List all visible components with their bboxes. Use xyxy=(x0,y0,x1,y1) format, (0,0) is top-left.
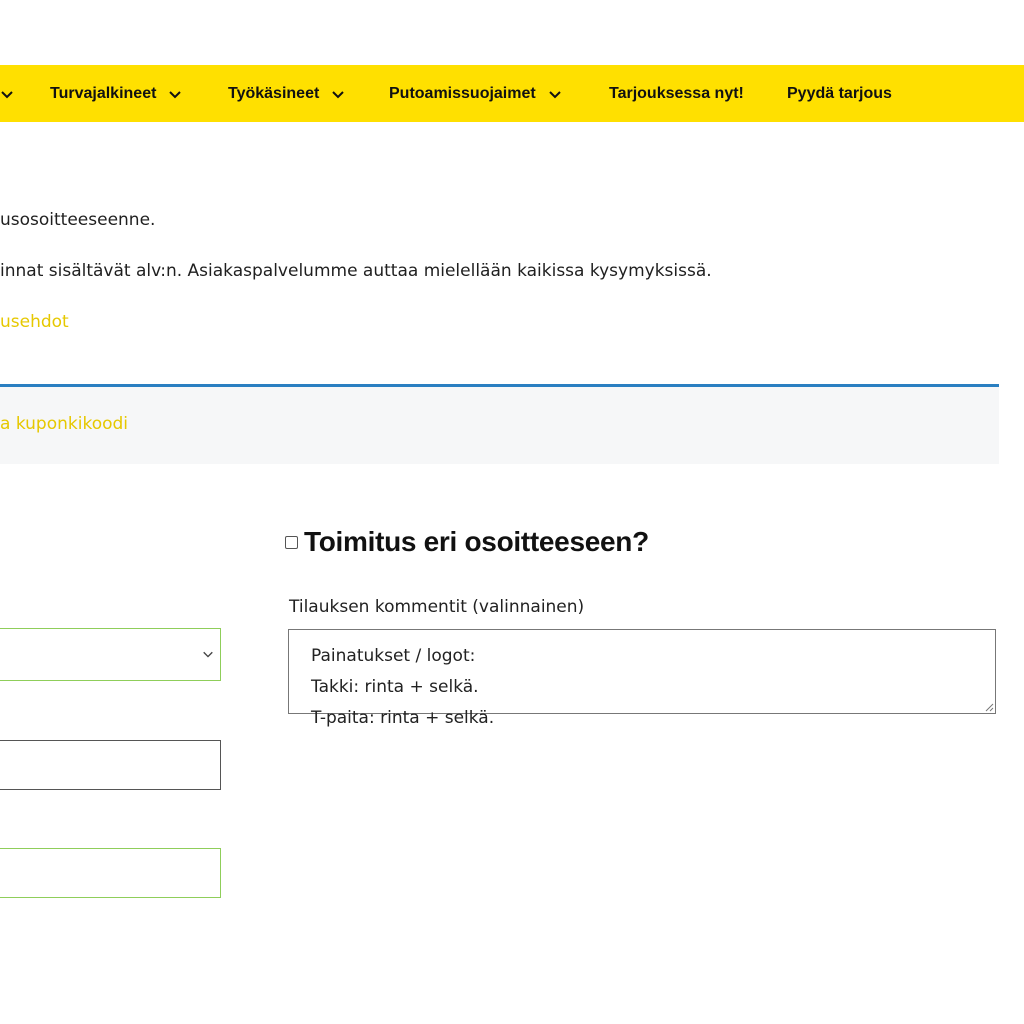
ship-different-address xyxy=(285,526,649,558)
nav-item-label: Turvajalkineet xyxy=(50,84,157,102)
nav-item-label: Putoamissuojaimet xyxy=(389,84,536,102)
nav-item-putoamissuojaimet[interactable] xyxy=(389,65,562,122)
nav-item-label: Tarjouksessa nyt! xyxy=(609,84,744,102)
terms-link[interactable]: usehdot xyxy=(0,312,69,332)
comment-line: T-paita: rinta + selkä. xyxy=(311,708,495,728)
chevron-down-icon xyxy=(0,87,14,101)
chevron-down-icon xyxy=(331,87,345,101)
address-field[interactable] xyxy=(0,740,221,790)
chevron-down-icon xyxy=(168,87,182,101)
nav-item-label: Pyydä tarjous xyxy=(787,84,892,102)
nav-item-label: Työkäsineet xyxy=(228,84,320,102)
info-text-line-1: usosoitteeseenne. xyxy=(0,210,156,230)
country-select[interactable] xyxy=(0,628,221,681)
info-text-line-2: innat sisältävät alv:n. Asiakaspalvelumme auttaa mielellään kaikissa kysymyksissä. xyxy=(0,261,712,281)
chevron-down-icon xyxy=(548,87,562,101)
coupon-code-link[interactable]: a kuponkikoodi xyxy=(0,414,129,434)
nav-item-turvajalkineet[interactable] xyxy=(50,65,182,122)
resize-grip-icon[interactable] xyxy=(984,702,994,712)
ship-different-address-heading: Toimitus eri osoitteeseen? xyxy=(304,526,649,557)
main-nav-bar xyxy=(0,65,1024,122)
nav-item-tarjouksessa[interactable] xyxy=(609,65,744,122)
coupon-notice xyxy=(0,384,999,464)
nav-item-pyyda-tarjous[interactable] xyxy=(787,65,892,122)
comment-line: Takki: rinta + selkä. xyxy=(311,677,479,697)
postcode-field[interactable] xyxy=(0,848,221,898)
nav-item-partial[interactable] xyxy=(0,65,14,122)
order-comments-text xyxy=(311,641,494,734)
order-comments-label: Tilauksen kommentit (valinnainen) xyxy=(289,597,585,617)
ship-different-address-checkbox[interactable] xyxy=(285,536,298,549)
comment-line: Painatukset / logot: xyxy=(311,646,476,666)
nav-item-tyokasineet[interactable] xyxy=(228,65,345,122)
order-comments-textarea[interactable] xyxy=(288,629,996,728)
chevron-down-icon xyxy=(202,648,214,660)
